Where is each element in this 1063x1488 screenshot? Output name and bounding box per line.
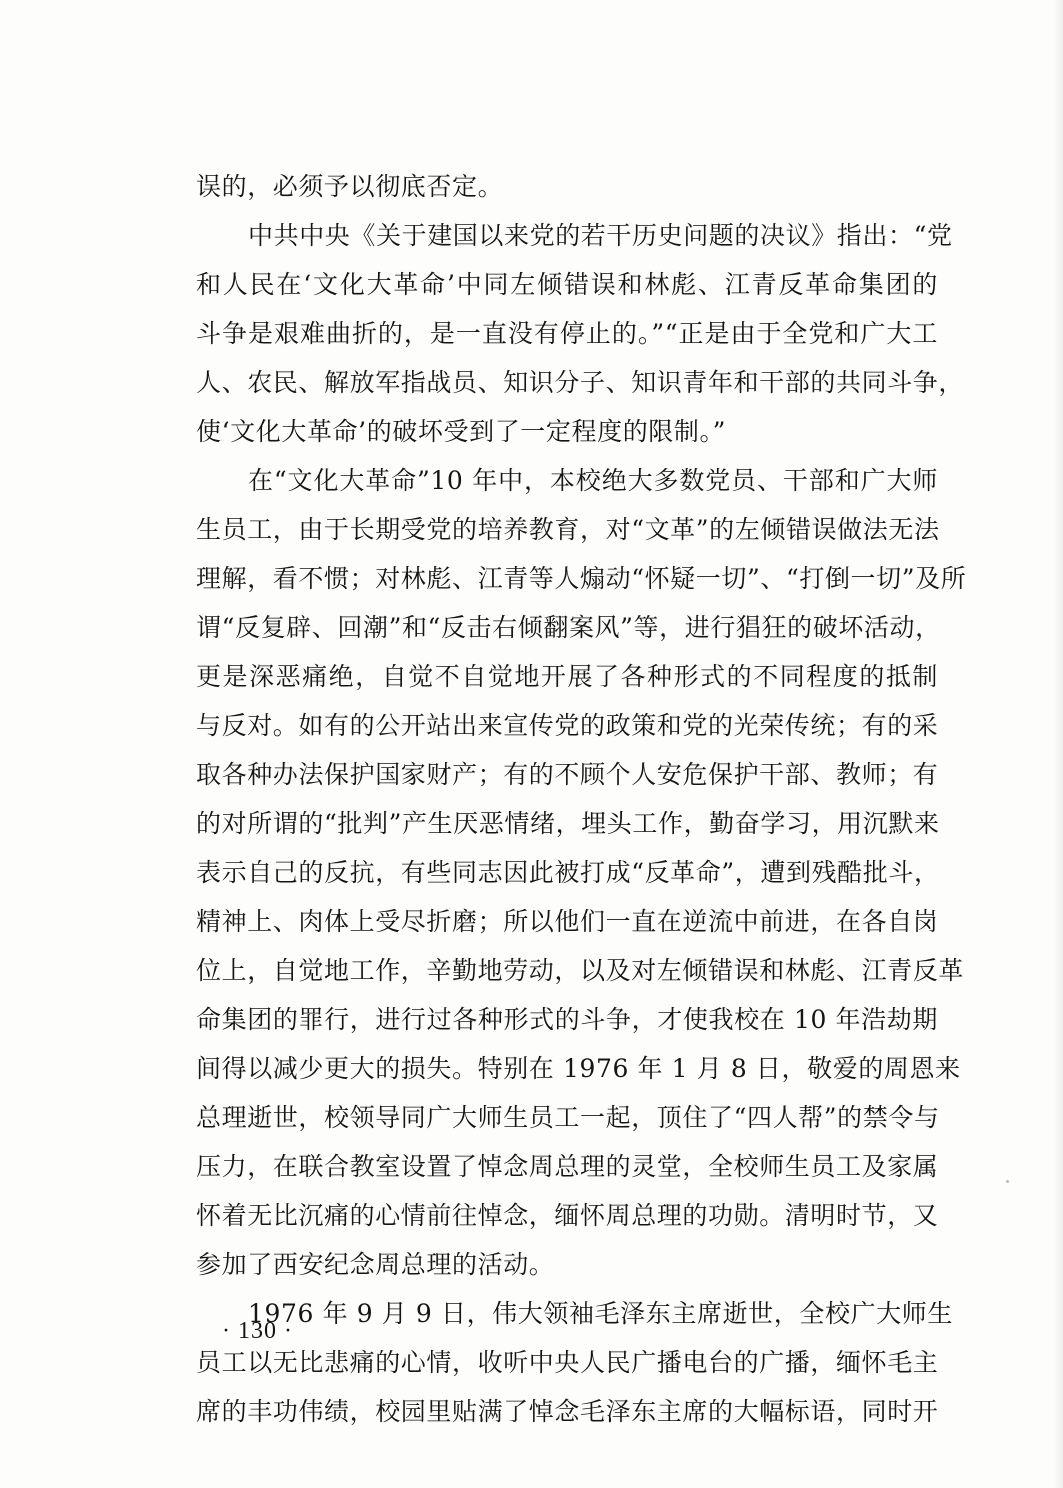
text-line: 总理逝世，校领导同广大师生员工一起，顶住了“四人帮”的禁令与 <box>196 1103 940 1132</box>
body-text <box>196 162 967 1436</box>
scan-speck <box>1006 1180 1009 1183</box>
paragraph-first-line: 中共中央《关于建国以来党的若干历史问题的决议》指出：“党 <box>248 221 953 250</box>
text-line: 理解，看不惯；对林彪、江青等人煽动“怀疑一切”、“打倒一切”及所 <box>196 564 967 593</box>
text-line: 谓“反复辟、回潮”和“反击右倾翻案风”等，进行猖狂的破坏活动， <box>196 613 941 642</box>
text-line: 员工以无比悲痛的心情，收听中央人民广播电台的广播，缅怀毛主 <box>196 1348 939 1377</box>
text-line: 间得以减少更大的损失。特别在 1976 年 1 月 8 日，敬爱的周恩来 <box>196 1054 961 1083</box>
text-line: 更是深恶痛绝，自觉不自觉地开展了各种形式的不同程度的抵制 <box>196 662 938 691</box>
text-line: 取各种办法保护国家财产；有的不顾个人安危保护干部、教师；有 <box>196 760 939 789</box>
text-line: 人、农民、解放军指战员、知识分子、知识青年和干部的共同斗争， <box>196 368 965 397</box>
text-line: 精神上、肉体上受尽折磨；所以他们一直在逆流中前进，在各自岗 <box>196 907 939 936</box>
text-line: 和人民在‘文化大革命’中同左倾错误和林彪、江青反革命集团的 <box>196 270 938 299</box>
paragraph-first-line: 在“文化大革命”10 年中，本校绝大多数党员、干部和广大师 <box>248 466 938 495</box>
text-line: 斗争是艰难曲折的，是一直没有停止的。”“正是由于全党和广大工 <box>196 319 938 348</box>
text-line: 使‘文化大革命’的破坏受到了一定程度的限制。” <box>196 417 726 446</box>
page-number: · 130 · <box>222 1318 293 1344</box>
text-line: 表示自己的反抗，有些同志因此被打成“反革命”，遭到残酷批斗， <box>196 858 940 887</box>
scan-speck <box>250 980 253 983</box>
text-line: 位上，自觉地工作，辛勤地劳动，以及对左倾错误和林彪、江青反革 <box>196 956 965 985</box>
text-line: 席的丰功伟绩，校园里贴满了悼念毛泽东主席的大幅标语，同时开 <box>196 1397 939 1426</box>
scan-edge-shadow <box>1053 0 1063 1488</box>
text-line: 生员工，由于长期受党的培养教育，对“文革”的左倾错误做法无法 <box>196 515 940 544</box>
scan-speck <box>322 1262 324 1264</box>
text-line: 参加了西安纪念周总理的活动。 <box>196 1250 555 1279</box>
text-line: 的对所谓的“批判”产生厌恶情绪，埋头工作，勤奋学习，用沉默来 <box>196 809 940 838</box>
text-line: 怀着无比沉痛的心情前往悼念，缅怀周总理的功勋。清明时节，又 <box>196 1201 939 1230</box>
text-line: 与反对。如有的公开站出来宣传党的政策和党的光荣传统；有的采 <box>196 711 939 740</box>
text-line: 误的，必须予以彻底否定。 <box>196 172 504 201</box>
text-line: 命集团的罪行，进行过各种形式的斗争，才使我校在 10 年浩劫期 <box>196 1005 938 1034</box>
paragraph-first-line: 1976 年 9 月 9 日，伟大领袖毛泽东主席逝世，全校广大师生 <box>248 1299 953 1328</box>
text-line: 压力，在联合教室设置了悼念周总理的灵堂，全校师生员工及家属 <box>196 1152 939 1181</box>
